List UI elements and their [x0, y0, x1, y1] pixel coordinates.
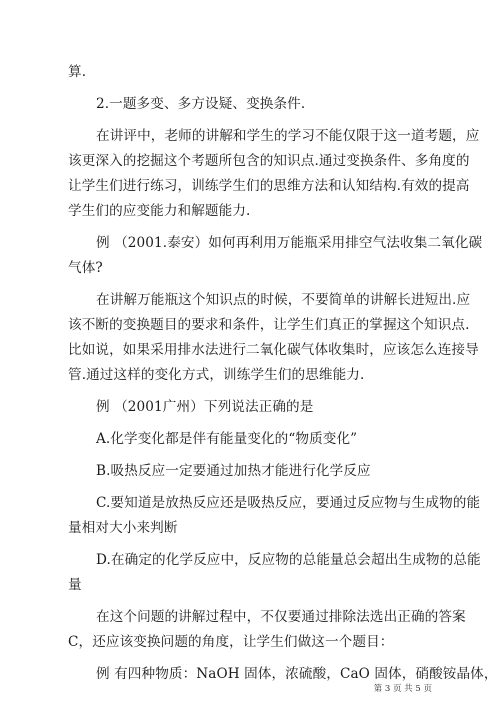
text-line: 比如说，如果采用排水法进行二氧化碳气体收集时，应该怎么连接导	[68, 342, 479, 358]
text-line: 该不断的变换题目的要求和条件，让学生们真正的掌握这个知识点.	[68, 317, 470, 333]
text-line: B.吸热反应一定要通过加热才能进行化学反应	[96, 463, 371, 479]
text-line: D.在确定的化学反应中，反应物的总能量总会超出生成物的总能	[96, 552, 481, 568]
paragraph-gap	[68, 420, 440, 427]
paragraph-gap	[68, 224, 440, 231]
paragraph	[68, 459, 440, 484]
text-line: 量	[68, 577, 82, 593]
paragraph	[68, 491, 481, 541]
paragraph	[68, 231, 483, 281]
paragraph-gap	[68, 452, 440, 459]
paragraph-gap	[68, 655, 440, 662]
paragraph	[68, 288, 479, 388]
text-line: 让学生们进行练习，训练学生们的思维方法和认知结构.有效的提高	[68, 178, 470, 194]
document-body	[68, 60, 498, 687]
paragraph-gap	[68, 85, 440, 92]
text-line: 例 有四种物质：NaOH 固体，浓硫酸，CaO 固体，硝酸铵晶体，	[96, 666, 498, 682]
text-line: 在讲解万能瓶这个知识点的时候，不要简单的讲解长进短出.应	[96, 292, 471, 308]
page-number: 第 3 页 共 5 页	[373, 684, 432, 694]
paragraph-gap	[68, 598, 440, 605]
text-line: 在这个问题的讲解过程中，不仅要通过排除法选出正确的答案	[96, 609, 466, 625]
text-line: 管.通过这样的变化方式，训练学生们的思维能力.	[68, 367, 365, 383]
paragraph	[68, 395, 440, 420]
paragraph-gap	[68, 484, 440, 491]
paragraph	[68, 427, 440, 452]
text-line: C.要知道是放热反应还是吸热反应，要通过反应物与生成物的能	[96, 495, 481, 511]
text-line: 学生们的应变能力和解题能力.	[68, 203, 251, 219]
paragraph-gap	[68, 281, 440, 288]
paragraph-gap	[68, 541, 440, 548]
text-line: 该更深入的挖掘这个考题所包含的知识点.通过变换条件、多角度的	[68, 153, 470, 169]
text-line: 量相对大小来判断	[68, 520, 178, 536]
paragraph	[68, 548, 481, 598]
text-line: 例 （2001.泰安）如何再利用万能瓶采用排空气法收集二氧化碳	[96, 235, 483, 251]
text-line: 2.一题多变、多方设疑、变换条件.	[96, 96, 306, 112]
text-line: 气体?	[68, 260, 103, 276]
text-line: A.化学变化都是伴有能量变化的“物质变化”	[96, 431, 358, 447]
text-line: 在讲评中，老师的讲解和学生的学习不能仅限于这一道考题，应	[96, 128, 480, 144]
paragraph	[68, 605, 466, 655]
text-line: 算.	[68, 64, 87, 80]
paragraph-gap	[68, 388, 440, 395]
text-line: C，还应该变换问题的角度，让学生们做这一个题目：	[68, 634, 394, 650]
paragraph	[68, 124, 480, 224]
paragraph	[68, 60, 440, 85]
paragraph-gap	[68, 117, 440, 124]
text-line: 例 （2001广州）下列说法正确的是	[96, 399, 314, 415]
paragraph	[68, 92, 440, 117]
